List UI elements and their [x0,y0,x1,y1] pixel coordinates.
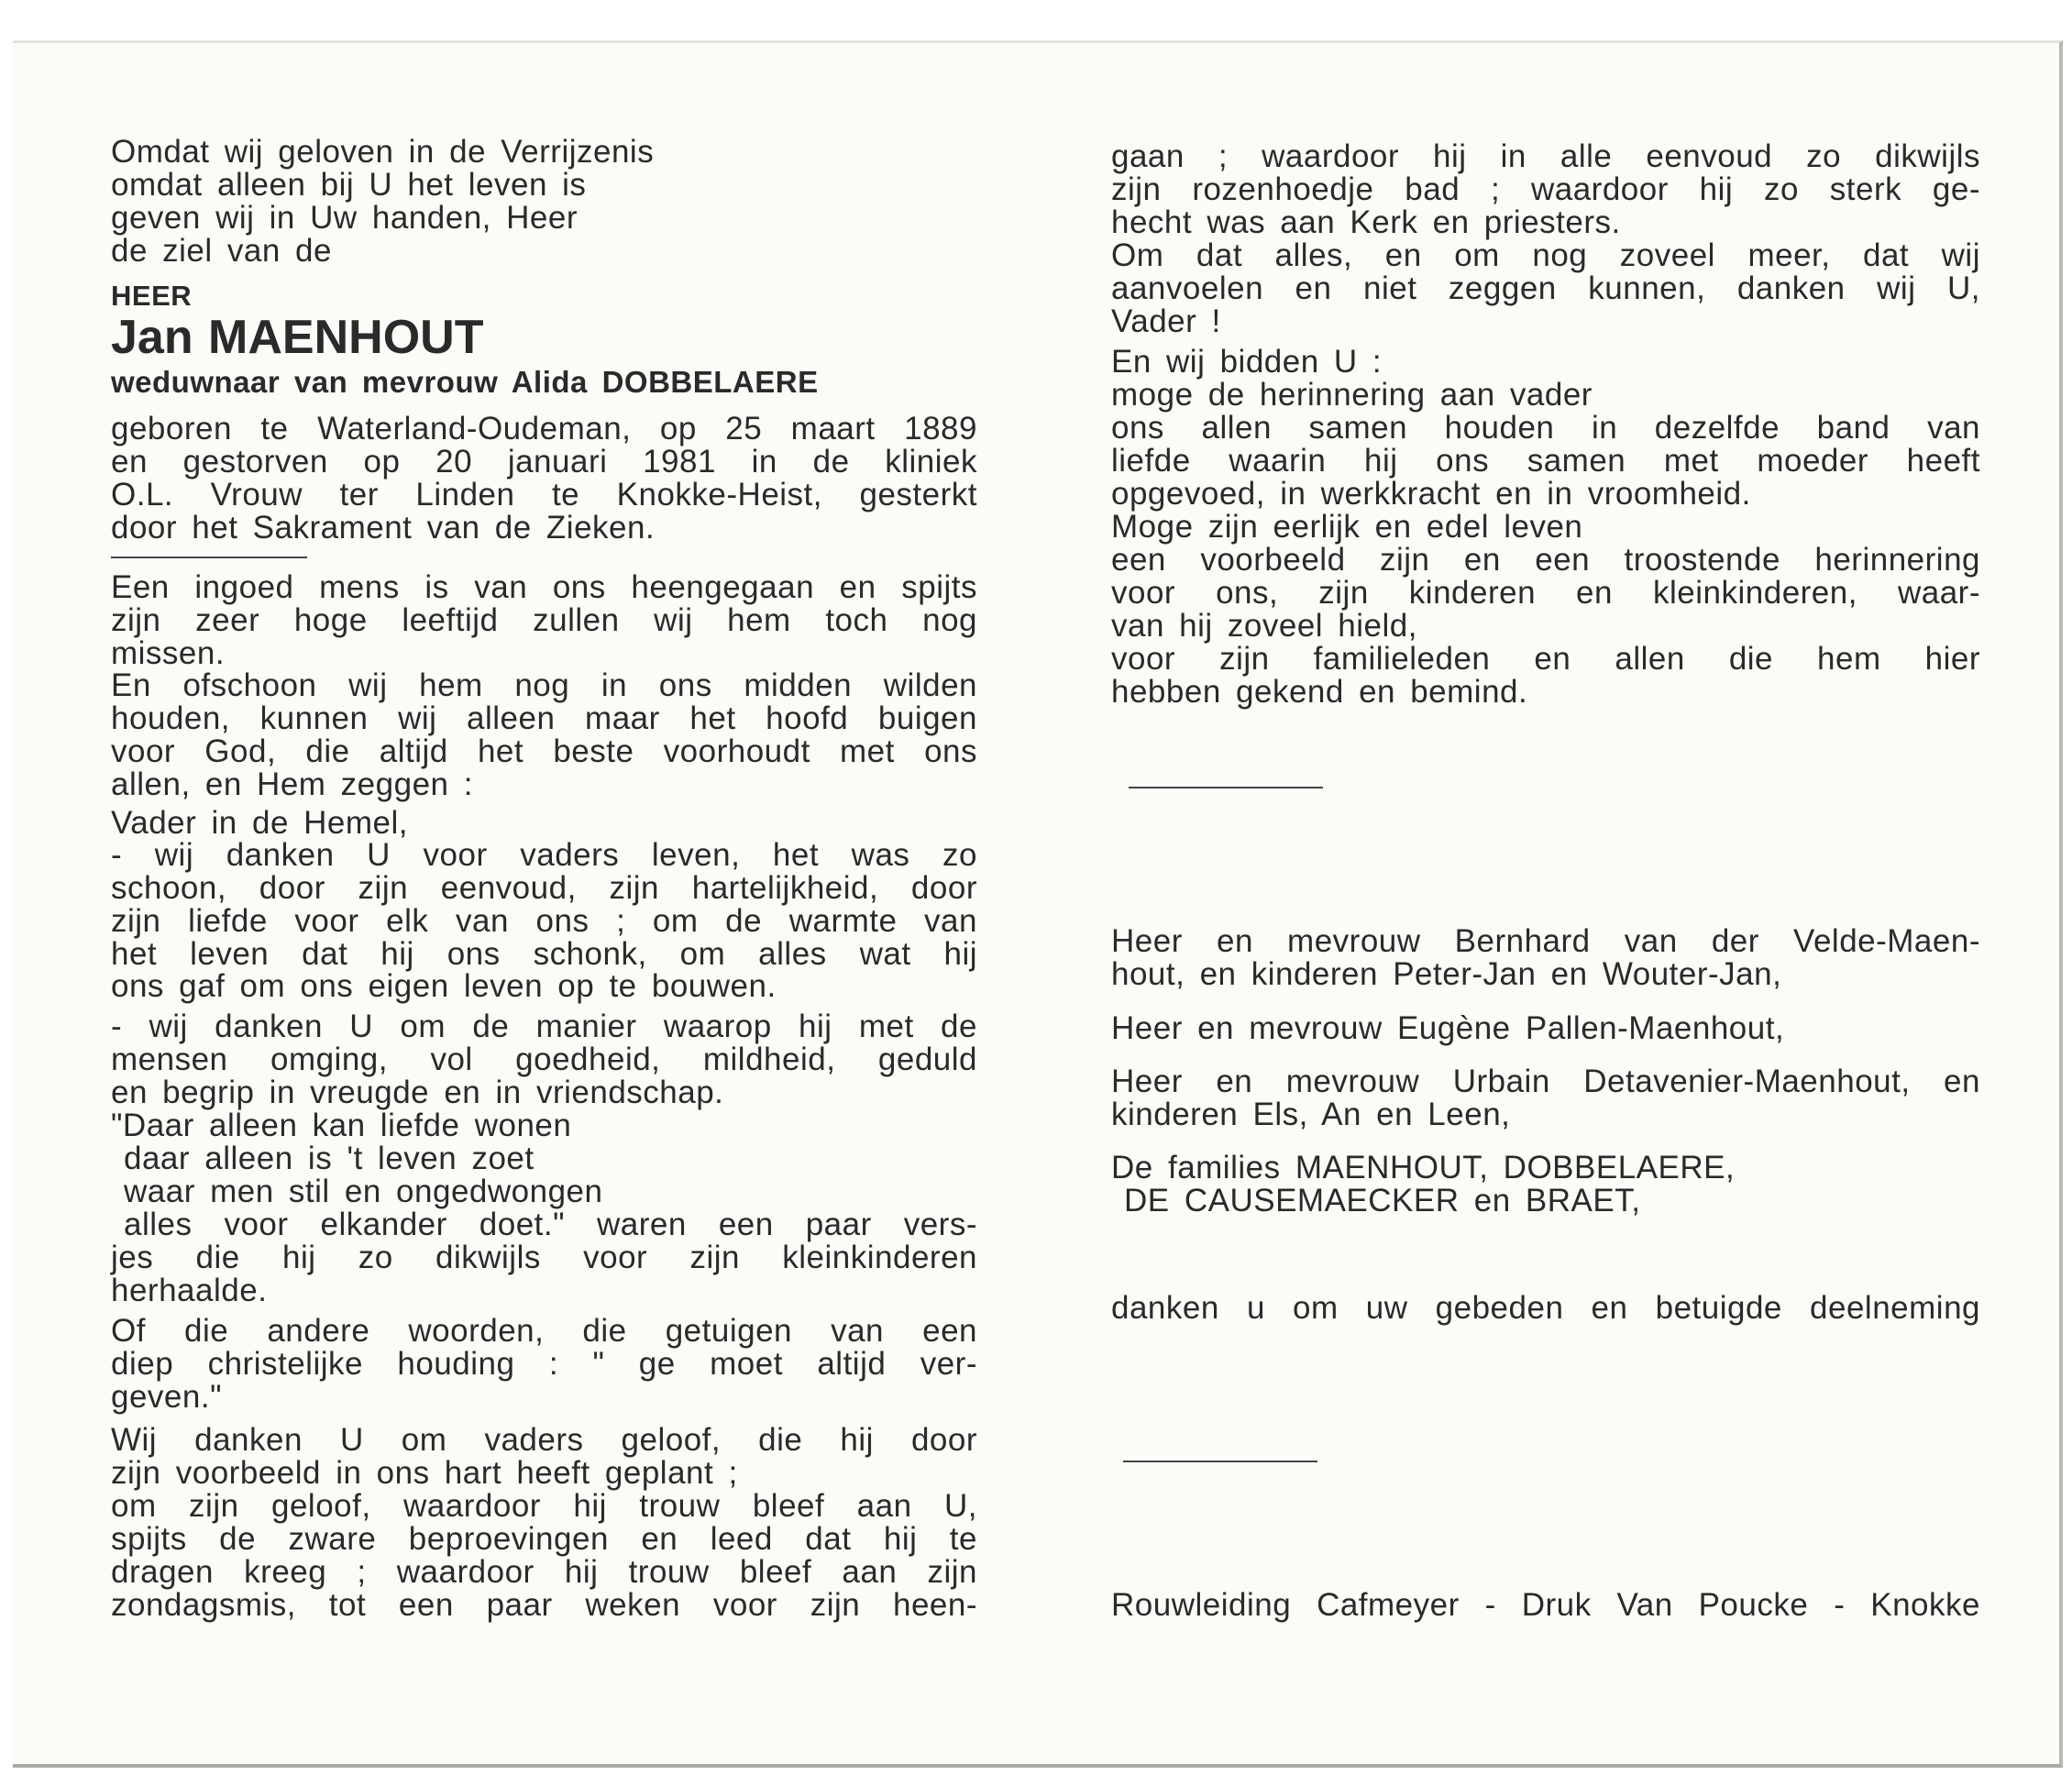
text-line: van hij zoveel hield, [1111,608,1417,644]
divider [1123,1461,1317,1462]
text-line: houden, kunnen wij alleen maar het hoofd buigen [111,700,977,736]
text-line: "Daar alleen kan liefde wonen [111,1108,572,1143]
text-line: zijn zeer hoge leeftijd zullen wij hem toch nog [111,602,977,638]
birth-death-line: en gestorven op 20 januari 1981 in de kliniek [111,444,977,480]
text-line: aanvoelen en niet zeggen kunnen, danken wij U, [1111,270,1980,306]
text-line: gaan ; waardoor hij in alle eenvoud zo dikwijls [1111,138,1980,174]
printer-line: Rouwleiding Cafmeyer - Druk Van Poucke - Knokke [1111,1587,1980,1623]
text-line: Vader ! [1111,303,1221,339]
text-line: ons allen samen houden in dezelfde band van [1111,410,1980,446]
widower-line: weduwnaar van mevrouw Alida DOBBELAERE [111,365,819,399]
text-line: - wij danken U om de manier waarop hij met de [111,1009,977,1044]
intro-line: omdat alleen bij U het leven is [111,167,587,203]
thanks-line: danken u om uw gebeden en betuigde deelneming [1111,1290,1980,1326]
family-line: hout, en kinderen Peter-Jan en Wouter-Jan, [1111,956,1782,992]
text-line: zondagsmis, tot een paar weken voor zijn heen- [111,1587,977,1623]
text-line: hebben gekend en bemind. [1111,674,1528,710]
birth-death-line: door het Sakrament van de Zieken. [111,510,656,546]
text-line: hecht was aan Kerk en priesters. [1111,204,1621,240]
intro-line: de ziel van de [111,233,332,269]
text-line: zijn liefde voor elk van ons ; om de warmte van [111,903,977,939]
divider [111,557,307,558]
text-line: daar alleen is 't leven zoet [124,1141,535,1176]
text-line: waar men stil en ongedwongen [124,1174,603,1209]
text-line: liefde waarin hij ons samen met moeder heeft [1111,443,1980,479]
text-line: voor ons, zijn kinderen en kleinkinderen, waar- [1111,575,1980,611]
text-line: spijts de zware beproevingen en leed dat hij te [111,1521,977,1557]
text-line: Moge zijn eerlijk en edel leven [1111,509,1583,545]
text-line: jes die hij zo dikwijls voor zijn kleinkinderen [111,1240,977,1275]
family-line: kinderen Els, An en Leen, [1111,1097,1511,1132]
text-line: diep christelijke houding : " ge moet altijd ver- [111,1346,977,1382]
birth-death-line: O.L. Vrouw ter Linden te Knokke-Heist, gesterkt [111,477,977,513]
intro-line: geven wij in Uw handen, Heer [111,200,578,236]
text-line: een voorbeeld zijn en een troostende herinnering [1111,542,1980,578]
text-line: allen, en Hem zeggen : [111,766,473,802]
family-line: Heer en mevrouw Bernhard van der Velde-Maen- [1111,923,1980,959]
text-line: voor God, die altijd het beste voorhoudt met ons [111,733,977,769]
text-line: en begrip in vreugde en in vriendschap. [111,1075,724,1110]
text-line: alles voor elkander doet." waren een paar vers- [124,1207,977,1242]
text-line: dragen kreeg ; waardoor hij trouw bleef aan zijn [111,1554,977,1590]
text-line: - wij danken U voor vaders leven, het was zo [111,837,977,873]
text-line: het leven dat hij ons schonk, om alles wat hij [111,936,977,972]
text-line: voor zijn familieleden en allen die hem hier [1111,641,1980,677]
family-line: De families MAENHOUT, DOBBELAERE, [1111,1150,1736,1185]
text-line: En wij bidden U : [1111,344,1383,380]
birth-death-line: geboren te Waterland-Oudeman, op 25 maart 1889 [111,411,977,447]
text-line: zijn voorbeeld in ons hart heeft geplant ; [111,1455,738,1491]
text-line: opgevoed, in werkkracht en in vroomheid. [1111,476,1751,512]
text-line: schoon, door zijn eenvoud, zijn hartelijkheid, door [111,870,977,906]
deceased-name: Jan MAENHOUT [111,311,484,364]
text-line: Wij danken U om vaders geloof, die hij door [111,1422,977,1458]
text-line: moge de herinnering aan vader [1111,377,1593,413]
family-line: Heer en mevrouw Eugène Pallen-Maenhout, [1111,1010,1785,1046]
text-line: ons gaf om ons eigen leven op te bouwen. [111,968,777,1004]
memorial-card [13,40,2063,1768]
family-line: Heer en mevrouw Urbain Detavenier-Maenhout, en [1111,1064,1980,1099]
deceased-title: HEER [111,280,193,312]
text-line: herhaalde. [111,1273,268,1308]
text-line: En ofschoon wij hem nog in ons midden wilden [111,667,977,703]
text-line: geven." [111,1379,223,1415]
family-line: DE CAUSEMAECKER en BRAET, [1124,1183,1641,1218]
text-line: Vader in de Hemel, [111,805,409,841]
text-line: missen. [111,635,226,671]
text-line: om zijn geloof, waardoor hij trouw bleef aan U, [111,1488,977,1524]
text-line: zijn rozenhoedje bad ; waardoor hij zo sterk ge- [1111,171,1980,207]
text-line: Om dat alles, en om nog zoveel meer, dat wij [1111,237,1980,273]
intro-line: Omdat wij geloven in de Verrijzenis [111,134,655,170]
text-line: Of die andere woorden, die getuigen van een [111,1313,977,1349]
text-line: mensen omging, vol goedheid, mildheid, geduld [111,1042,977,1077]
text-line: Een ingoed mens is van ons heengegaan en spijts [111,569,977,605]
divider [1129,787,1323,788]
